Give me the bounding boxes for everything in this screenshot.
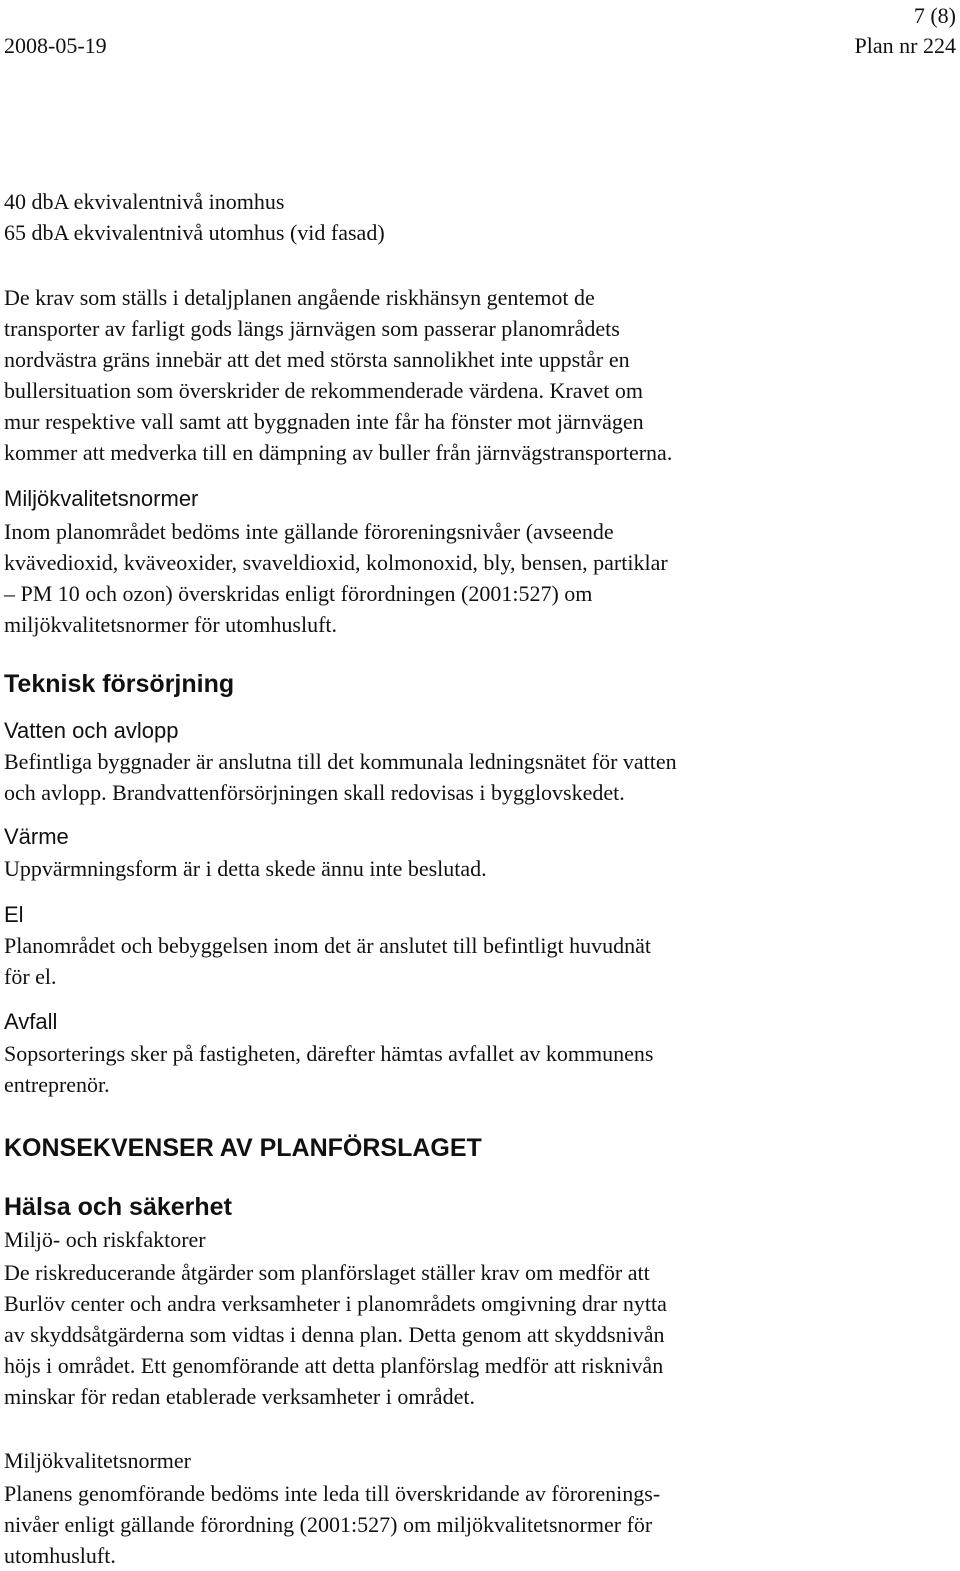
miljokvalitetsnormer-heading: Miljökvalitetsnormer (4, 486, 199, 511)
teknisk-forsorjning-heading: Teknisk försörjning (4, 670, 235, 698)
varme-heading: Värme (4, 824, 69, 849)
miljo-riskfaktorer-heading: Miljö- och riskfaktorer (4, 1227, 206, 1252)
vatten-avlopp-heading: Vatten och avlopp (4, 718, 179, 743)
paragraph-line: kommer att medverka till en dämpning av buller från järnvägstransporterna. (4, 440, 673, 465)
el-heading: El (4, 902, 24, 927)
miljokvalitetsnormer-paragraph (4, 516, 668, 640)
paragraph-line: mur respektive vall samt att byggnaden inte får ha fönster mot järnvägen (4, 409, 644, 434)
document-date: 2008-05-19 (4, 33, 107, 58)
miljokvalitetsnormer-2-heading: Miljökvalitetsnormer (4, 1448, 191, 1473)
paragraph-line: transporter av farligt gods längs järnvägen som passerar planområdets (4, 316, 620, 341)
limit-indoor: 40 dbA ekvivalentnivå inomhus (4, 189, 285, 214)
noise-limits (4, 186, 385, 248)
avfall-heading: Avfall (4, 1009, 58, 1034)
transport-paragraph (4, 282, 672, 468)
konsekvenser-heading: KONSEKVENSER AV PLANFÖRSLAGET (4, 1134, 482, 1162)
limit-outdoor: 65 dbA ekvivalentnivå utomhus (vid fasad) (4, 220, 385, 245)
paragraph-line: Burlöv center och andra verksamheter i planområdets omgivning drar nytta (4, 1291, 667, 1316)
paragraph-line: höjs i området. Ett genomförande att detta planförslag medför att risknivån (4, 1353, 664, 1378)
paragraph-line: Uppvärmningsform är i detta skede ännu inte beslutad. (4, 856, 487, 881)
paragraph-line: nordvästra gräns innebär att det med största sannolikhet inte uppstår en (4, 347, 630, 372)
plan-number: Plan nr 224 (854, 33, 956, 58)
varme-paragraph (4, 853, 487, 884)
paragraph-line: Inom planområdet bedöms inte gällande föroreningsnivåer (avseende (4, 519, 614, 544)
paragraph-line: nivåer enligt gällande förordning (2001:527) om miljökvalitetsnormer för (4, 1512, 653, 1537)
vatten-avlopp-paragraph (4, 746, 677, 808)
halsa-sakerhet-heading: Hälsa och säkerhet (4, 1193, 232, 1221)
paragraph-line: Planområdet och bebyggelsen inom det är anslutet till befintligt huvudnät (4, 933, 652, 958)
avfall-paragraph (4, 1038, 653, 1100)
miljokvalitetsnormer-2-paragraph (4, 1478, 660, 1571)
paragraph-line: minskar för redan etablerade verksamheter i området. (4, 1384, 475, 1409)
paragraph-line: miljökvalitetsnormer för utomhusluft. (4, 612, 338, 637)
page-number: 7 (8) (913, 3, 956, 28)
paragraph-line: för el. (4, 964, 57, 989)
paragraph-line: Befintliga byggnader är anslutna till det kommunala ledningsnätet för vatten (4, 749, 677, 774)
paragraph-line: Planens genomförande bedöms inte leda till överskridande av förorenings- (4, 1481, 661, 1506)
paragraph-line: Sopsorterings sker på fastigheten, därefter hämtas avfallet av kommunens (4, 1041, 654, 1066)
paragraph-line: – PM 10 och ozon) överskridas enligt förordningen (2001:527) om (4, 581, 593, 606)
paragraph-line: utomhusluft. (4, 1543, 116, 1568)
halsa-sakerhet-paragraph (4, 1257, 667, 1412)
paragraph-line: De riskreducerande åtgärder som planförslaget ställer krav om medför att (4, 1260, 650, 1285)
paragraph-line: kvävedioxid, kväveoxider, svaveldioxid, kolmonoxid, bly, bensen, partiklar (4, 550, 668, 575)
paragraph-line: entreprenör. (4, 1072, 110, 1097)
el-paragraph (4, 930, 651, 992)
paragraph-line: och avlopp. Brandvattenförsörjningen skall redovisas i bygglovskedet. (4, 780, 625, 805)
paragraph-line: bullersituation som överskrider de rekommenderade värdena. Kravet om (4, 378, 643, 403)
paragraph-line: av skyddsåtgärderna som vidtas i denna plan. Detta genom att skyddsnivån (4, 1322, 665, 1347)
paragraph-line: De krav som ställs i detaljplanen angående riskhänsyn gentemot de (4, 285, 595, 310)
